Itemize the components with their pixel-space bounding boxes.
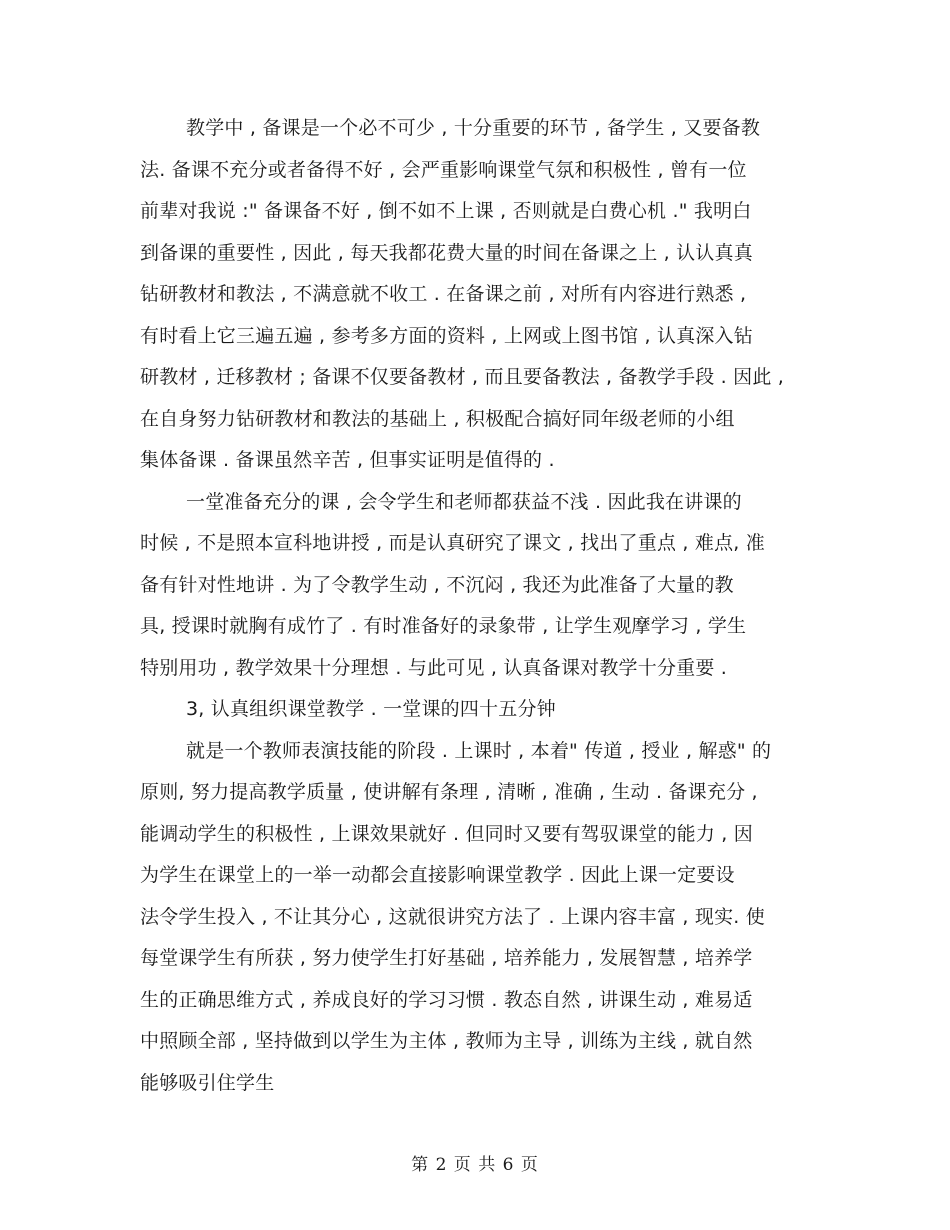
text-line: 备有针对性地讲 . 为了令教学生动 , 不沉闷 , 我还为此准备了大量的教	[140, 573, 734, 596]
text-line: 有时看上它三遍五遍 , 参考多方面的资料 , 上网或上图书馆 , 认真深入钻	[140, 324, 753, 347]
text-line: 生的正确思维方式 , 养成良好的学习习惯 . 教态自然 , 讲课生动 , 难易适	[140, 988, 753, 1011]
text-line: 一堂准备充分的课 , 会令学生和老师都获益不浅 . 因此我在讲课的	[186, 490, 742, 513]
text-line: 能调动学生的积极性 , 上课效果就好 . 但同时又要有驾驭课堂的能力 , 因	[140, 822, 753, 845]
text-line: 集体备课 . 备课虽然辛苦 , 但事实证明是值得的 .	[140, 449, 555, 471]
text-line: 中照顾全部 , 坚持做到以学生为主体 , 教师为主导 , 训练为主线 , 就自然	[140, 1030, 753, 1052]
text-line: 具, 授课时就胸有成竹了 . 有时准备好的录象带 , 让学生观摩学习 , 学生	[140, 615, 747, 637]
text-line: 前辈对我说 :" 备课备不好 , 倒不如不上课 , 否则就是白费心机 ." 我明白	[140, 200, 752, 222]
text-line: 能够吸引住学生	[140, 1071, 275, 1094]
text-line: 特别用功 , 教学效果十分理想 . 与此可见 , 认真备课对教学十分重要 .	[140, 656, 728, 679]
page-number-footer: 第 2 页 共 6 页	[411, 1155, 539, 1175]
text-line: 原则, 努力提高教学质量 , 使讲解有条理 , 清晰 , 准确 , 生动 . 备课充分 ,	[140, 781, 758, 803]
section-heading: 3, 认真组织课堂教学 . 一堂课的四十五分钟	[186, 698, 556, 720]
text-line: 教学中 , 备课是一个必不可少 , 十分重要的环节 , 备学生 , 又要备教	[186, 117, 761, 139]
text-line: 就是一个教师表演技能的阶段 . 上课时 , 本着" 传道 , 授业 , 解惑" 的	[186, 739, 772, 762]
document-body	[140, 108, 840, 1104]
text-line: 法令学生投入 , 不让其分心 , 这就很讲究方法了 . 上课内容丰富 , 现实. 使	[140, 905, 765, 928]
text-line: 时候 , 不是照本宣科地讲授 , 而是认真研究了课文 , 找出了重点 , 难点, 准	[140, 532, 765, 554]
text-line: 每堂课学生有所获 , 努力使学生打好基础 , 培养能力 , 发展智慧 , 培养学	[140, 947, 753, 969]
text-line: 在自身努力钻研教材和教法的基础上 , 积极配合搞好同年级老师的小组	[140, 407, 735, 430]
text-line: 法. 备课不充分或者备得不好 , 会严重影响课堂气氛和积极性 , 曾有一位	[140, 158, 747, 181]
text-line: 钻研教材和教法 , 不满意就不收工 . 在备课之前 , 对所有内容进行熟悉 ,	[140, 283, 747, 305]
text-line: 研教材 , 迁移教材 ; 备课不仅要备教材 , 而且要备教法 , 备教学手段 . 因此 ,	[140, 366, 785, 388]
text-line: 为学生在课堂上的一举一动都会直接影响课堂教学 . 因此上课一定要设	[140, 864, 735, 886]
text-line: 到备课的重要性 , 因此 , 每天我都花费大量的时间在备课之上 , 认认真真	[140, 241, 753, 264]
